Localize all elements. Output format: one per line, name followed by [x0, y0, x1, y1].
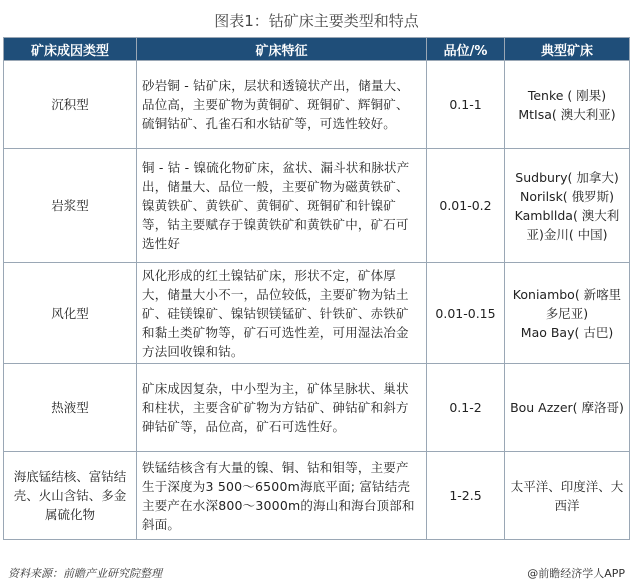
- table-title: 图表1：钴矿床主要类型和特点: [214, 12, 419, 30]
- cell-grade: 0.1-1: [427, 61, 505, 149]
- cobalt-deposit-table: [3, 37, 630, 540]
- cell-grade: 0.1-2: [427, 364, 505, 452]
- cell-type: 沉积型: [4, 61, 137, 149]
- cell-type: 热液型: [4, 364, 137, 452]
- cell-grade: 1-2.5: [427, 452, 505, 540]
- cell-deposit: Koniambo( 新喀里多尼亚) Mao Bay( 古巴): [505, 263, 630, 364]
- cell-deposit: Tenke ( 刚果) MtIsa( 澳大利亚): [505, 61, 630, 149]
- table-row: [4, 263, 630, 364]
- cell-feature: 铁锰结核含有大量的镍、铜、钴和钼等，主要产生于深度为3 500～6500m海底平面; 富钴结壳主要产在水深800～3000m的海山和海台顶部和斜面。: [137, 452, 427, 540]
- cell-feature: 矿床成因复杂，中小型为主，矿体呈脉状、巢状和柱状，主要含矿矿物为方钴矿、砷钴矿和斜方砷钴矿等，品位高，矿石可选性好。: [137, 364, 427, 452]
- footer: [8, 565, 625, 581]
- brand-label: @前瞻经济学人APP: [527, 567, 625, 580]
- table-row: [4, 61, 630, 149]
- cell-deposit: 太平洋、印度洋、大西洋: [505, 452, 630, 540]
- cell-deposit: Sudbury( 加拿大) Norilsk( 俄罗斯) Kambllda( 澳大利亚)金川( 中国): [505, 149, 630, 263]
- cell-grade: 0.01-0.2: [427, 149, 505, 263]
- cell-deposit: Bou Azzer( 摩洛哥): [505, 364, 630, 452]
- header-type: 矿床成因类型: [4, 38, 137, 61]
- cell-feature: 铜 - 钴 - 镍硫化物矿床，盆状、漏斗状和脉状产出，储量大、品位一般，主要矿物为磁黄铁矿、镍黄铁矿、黄铁矿、黄铜矿、斑铜矿和针镍矿等，钴主要赋存于镍黄铁矿和黄铁矿中，矿石可选性好: [137, 149, 427, 263]
- table-row: [4, 364, 630, 452]
- cell-type: 海底锰结核、富钴结壳、火山含钴、多金属硫化物: [4, 452, 137, 540]
- cell-feature: 风化形成的红土镍钴矿床，形状不定，矿体厚大，储量大小不一，品位较低，主要矿物为钴土矿、硅镁镍矿、镍钴钡镁锰矿、针铁矿、赤铁矿和黏土类矿物等，矿石可选性差，可用湿法冶金方法回收镍和钴。: [137, 263, 427, 364]
- source-note: 资料来源：前瞻产业研究院整理: [8, 567, 162, 580]
- header-deposit: 典型矿床: [505, 38, 630, 61]
- cell-type: 风化型: [4, 263, 137, 364]
- cell-grade: 0.01-0.15: [427, 263, 505, 364]
- table-row: [4, 149, 630, 263]
- header-grade: 品位/%: [427, 38, 505, 61]
- cell-type: 岩浆型: [4, 149, 137, 263]
- cell-feature: 砂岩铜 - 钴矿床，层状和透镜状产出，储量大、品位高，主要矿物为黄铜矿、斑铜矿、辉铜矿、硫铜钴矿、孔雀石和水钴矿等，可选性较好。: [137, 61, 427, 149]
- header-row: [4, 38, 630, 61]
- header-feature: 矿床特征: [137, 38, 427, 61]
- table-row: [4, 452, 630, 540]
